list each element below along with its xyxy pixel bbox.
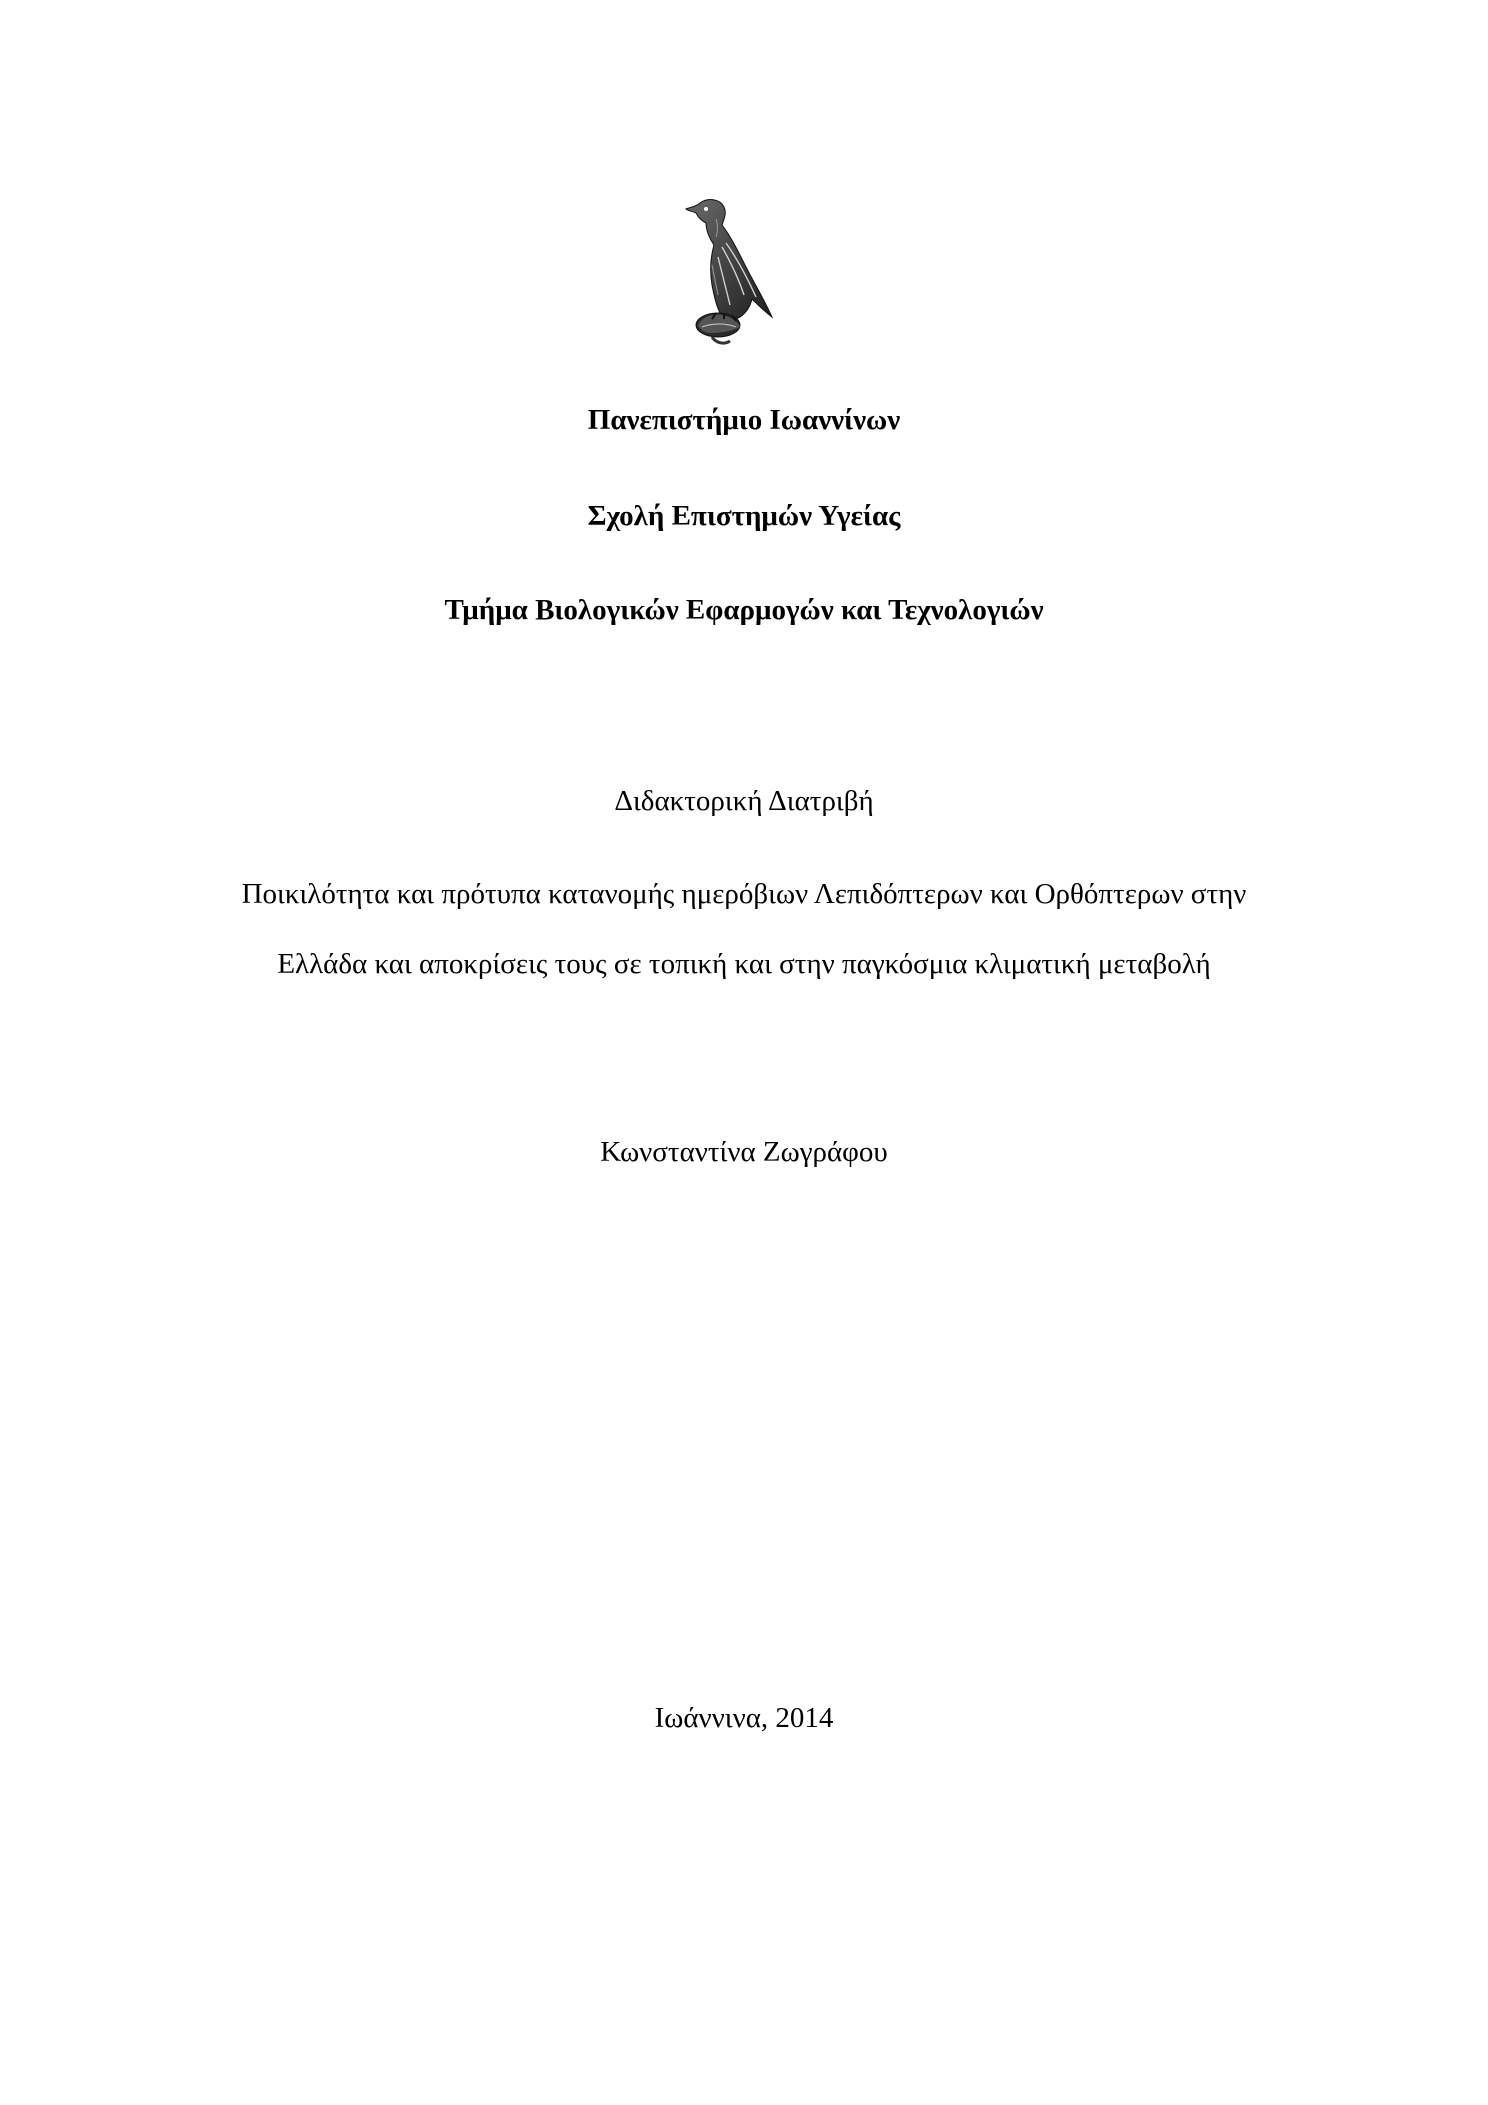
school-name: Σχολή Επιστημών Υγείας [587, 500, 901, 532]
author-name: Κωνσταντίνα Ζωγράφου [600, 1136, 888, 1168]
eagle-emblem-icon [672, 195, 782, 350]
university-name: Πανεπιστήμιο Ιωαννίνων [587, 404, 901, 436]
thesis-title-line-1: Ποικιλότητα και πρότυπα κατανομής ημερόβιων Λεπιδόπτερων και Ορθόπτερων στην [241, 878, 1247, 910]
place-and-date: Ιωάννινα, 2014 [654, 1702, 834, 1734]
thesis-title-line-2: Ελλάδα και αποκρίσεις τους σε τοπική και στην παγκόσμια κλιματική μεταβολή [277, 948, 1211, 980]
department-name: Τμήμα Βιολογικών Εφαρμογών και Τεχνολογιών [444, 594, 1044, 626]
thesis-type: Διδακτορική Διατριβή [614, 785, 874, 817]
